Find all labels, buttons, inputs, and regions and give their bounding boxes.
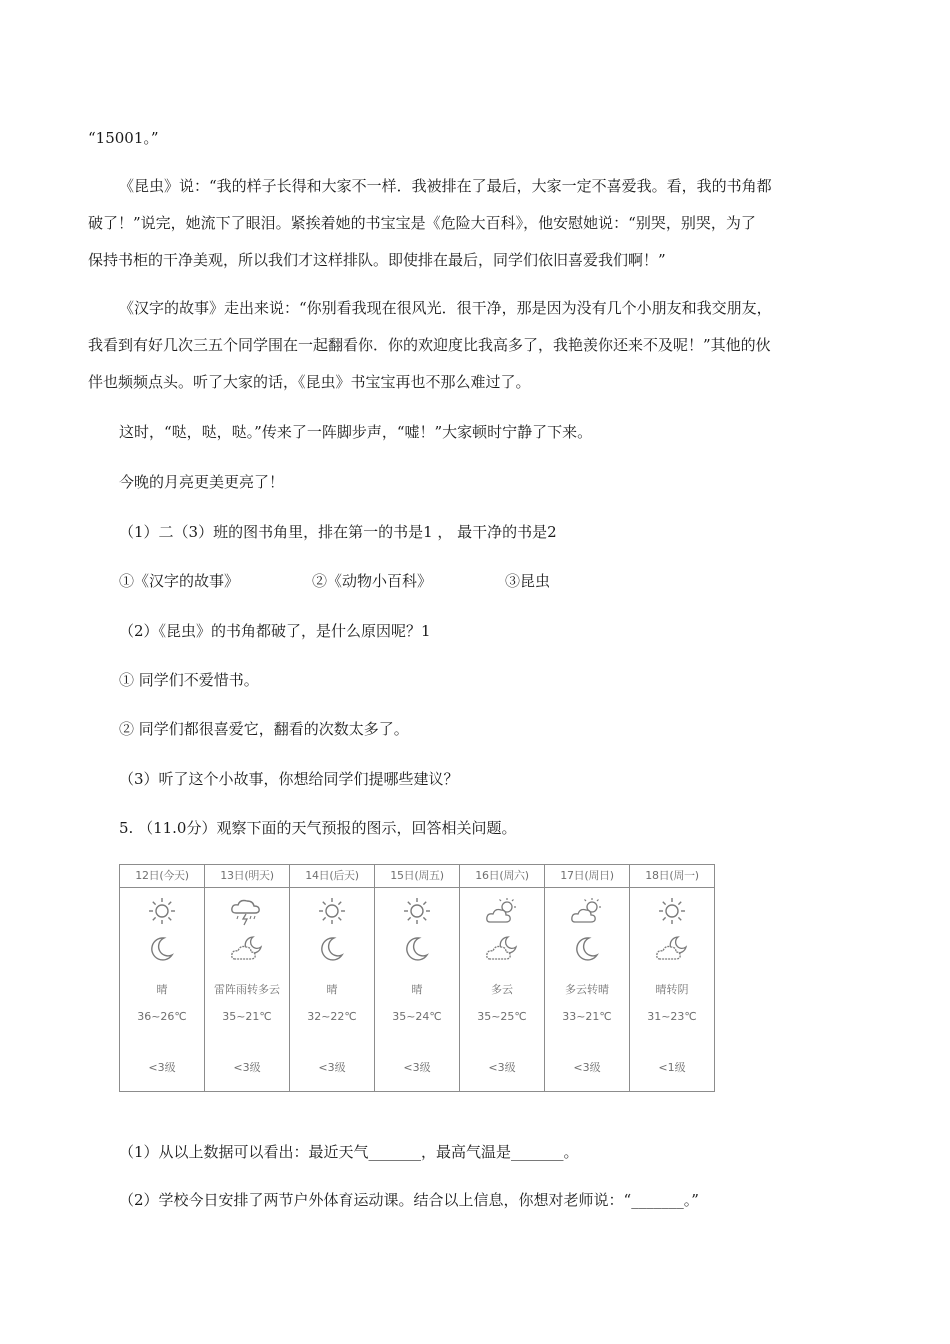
option-3: ③昆虫 <box>505 572 551 590</box>
forecast-date: 15日(周五) <box>375 865 459 888</box>
weather-forecast-table <box>119 864 715 1092</box>
quote-line: “15001。” <box>88 129 159 147</box>
question-2: （2）《昆虫》的书角都破了，是什么原因呢？1 <box>119 622 431 640</box>
forecast-day <box>375 865 460 1091</box>
forecast-condition: 晴 <box>411 983 423 996</box>
paragraph-line: 我看到有好几次三五个同学围在一起翻看你．你的欢迎度比我高多了，我艳羡你还来不及呢！”其他的伙 <box>88 336 771 354</box>
forecast-condition: 晴转阴 <box>655 983 689 996</box>
forecast-day <box>120 865 205 1091</box>
forecast-day <box>290 865 375 1091</box>
forecast-date: 17日(周日) <box>545 865 629 888</box>
moon-cloud-icon <box>484 935 520 967</box>
moon-icon <box>574 935 600 967</box>
forecast-temperature: 36~26℃ <box>137 1010 187 1023</box>
forecast-date: 18日(周一) <box>630 865 714 888</box>
forecast-condition: 晴 <box>156 983 168 996</box>
forecast-date: 12日(今天) <box>120 865 204 888</box>
forecast-condition: 多云 <box>491 983 513 996</box>
forecast-date: 13日(明天) <box>205 865 289 888</box>
sub-question-2: （2）学校今日安排了两节户外体育运动课。结合以上信息，你想对老师说：“_______。” <box>119 1191 699 1209</box>
option-2: ②《动物小百科》 <box>312 572 433 590</box>
forecast-condition: 晴 <box>326 983 338 996</box>
forecast-day <box>205 865 290 1091</box>
forecast-date: 16日(周六) <box>460 865 544 888</box>
sun-cloud-icon <box>569 897 605 929</box>
forecast-day <box>460 865 545 1091</box>
forecast-temperature: 31~23℃ <box>647 1010 697 1023</box>
option-1: ①《汉字的故事》 <box>119 572 240 590</box>
forecast-wind: <3级 <box>148 1061 176 1074</box>
forecast-temperature: 33~21℃ <box>562 1010 612 1023</box>
paragraph-line: 今晚的月亮更美更亮了！ <box>119 473 285 491</box>
question-3: （3）听了这个小故事，你想给同学们提哪些建议？ <box>119 770 459 788</box>
moon-icon <box>149 935 175 967</box>
question-1: （1）二（3）班的图书角里，排在第一的书是1 ， 最干净的书是2 <box>119 523 557 541</box>
forecast-day <box>630 865 714 1091</box>
moon-cloud-icon <box>654 935 690 967</box>
sun-icon <box>403 897 431 929</box>
forecast-temperature: 35~21℃ <box>222 1010 272 1023</box>
paragraph-line: 破了！”说完，她流下了眼泪。紧挨着她的书宝宝是《危险大百科》，他安慰她说：“别哭，别哭，为了 <box>88 214 756 232</box>
forecast-temperature: 32~22℃ <box>307 1010 357 1023</box>
sun-cloud-icon <box>484 897 520 929</box>
answer-2: ② 同学们都很喜爱它，翻看的次数太多了。 <box>119 720 409 738</box>
sub-question-1: （1）从以上数据可以看出：最近天气_______，最高气温是_______。 <box>119 1143 579 1161</box>
forecast-wind: <3级 <box>403 1061 431 1074</box>
question-5: 5. （11.0分）观察下面的天气预报的图示，回答相关问题。 <box>119 819 517 837</box>
thunderstorm-icon <box>229 897 265 931</box>
moon-cloud-icon <box>229 935 265 967</box>
paragraph-line: 《汉字的故事》走出来说：“你别看我现在很风光．很干净，那是因为没有几个小朋友和我交朋友， <box>119 299 772 317</box>
paragraph-line: 保持书柜的干净美观，所以我们才这样排队。即使排在最后，同学们依旧喜爱我们啊！” <box>88 251 666 269</box>
forecast-condition: 雷阵雨转多云 <box>214 983 280 996</box>
forecast-wind: <3级 <box>233 1061 261 1074</box>
paragraph-line: 这时，“哒，哒，哒。”传来了一阵脚步声，“嘘！”大家顿时宁静了下来。 <box>119 423 593 441</box>
forecast-wind: <1级 <box>658 1061 686 1074</box>
answer-1: ① 同学们不爱惜书。 <box>119 671 259 689</box>
forecast-condition: 多云转晴 <box>565 983 609 996</box>
sun-icon <box>658 897 686 929</box>
forecast-temperature: 35~24℃ <box>392 1010 442 1023</box>
forecast-temperature: 35~25℃ <box>477 1010 527 1023</box>
forecast-day <box>545 865 630 1091</box>
sun-icon <box>318 897 346 929</box>
moon-icon <box>404 935 430 967</box>
forecast-wind: <3级 <box>573 1061 601 1074</box>
paragraph-line: 《昆虫》说：“我的样子长得和大家不一样．我被排在了最后，大家一定不喜爱我。看，我的书角都 <box>119 177 772 195</box>
forecast-wind: <3级 <box>488 1061 516 1074</box>
paragraph-line: 伴也频频点头。听了大家的话，《昆虫》书宝宝再也不那么难过了。 <box>88 373 531 391</box>
sun-icon <box>148 897 176 929</box>
forecast-wind: <3级 <box>318 1061 346 1074</box>
forecast-date: 14日(后天) <box>290 865 374 888</box>
moon-icon <box>319 935 345 967</box>
